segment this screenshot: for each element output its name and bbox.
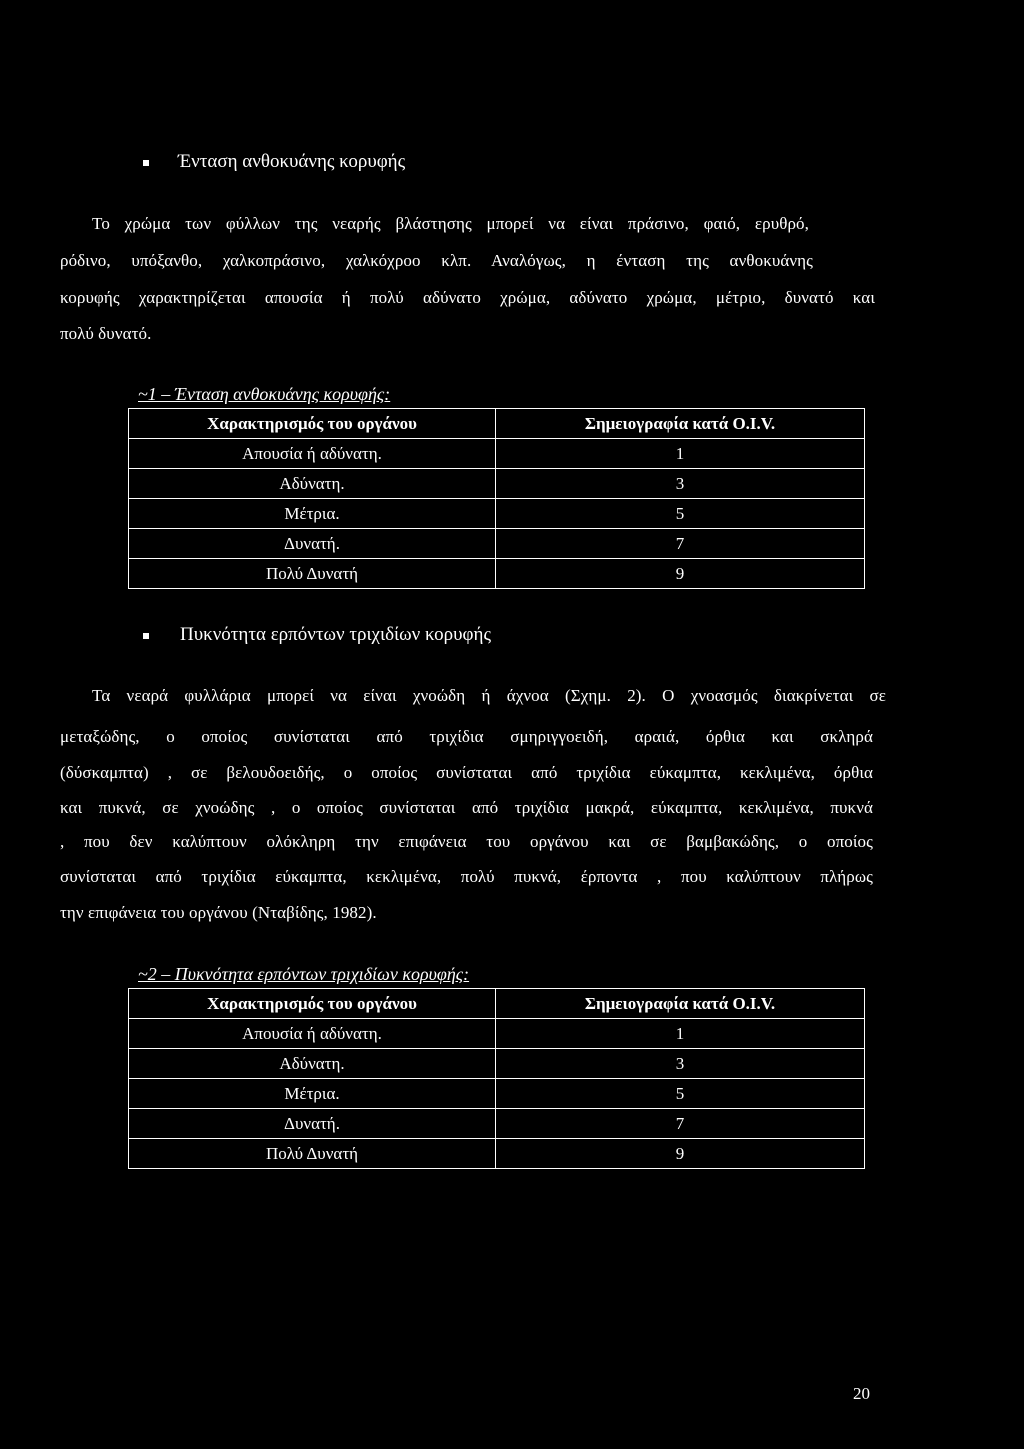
table-cell: Δυνατή. [129, 1109, 496, 1139]
hairs-density-table [128, 988, 865, 1169]
table-cell: 1 [496, 1019, 865, 1049]
table-cell: 5 [496, 1079, 865, 1109]
table-cell: 9 [496, 1139, 865, 1169]
bullet-heading: Ένταση ανθοκυάνης κορυφής [178, 151, 406, 172]
paragraph-line: Τα νεαρά φυλλάρια μπορεί να είναι χνοώδη ή άχνοα (Σχημ. 2). Ο χνοασμός διακρίνεται σε [92, 686, 886, 705]
paragraph-line: και πυκνά, σε χνοώδης , ο οποίος συνίσταται από τριχίδια μακρά, εύκαμπτα, κεκλιμένα, πυκνά [60, 798, 873, 817]
paragraph-line: ρόδινο, υπόξανθο, χαλκοπράσινο, χαλκόχροο κλπ. Αναλόγως, η ένταση της ανθοκυάνης [60, 251, 813, 270]
table-header-row [129, 409, 865, 439]
column-header: Χαρακτηρισμός του οργάνου [129, 989, 496, 1019]
paragraph-line: πολύ δυνατό. [60, 324, 152, 343]
table-cell: Μέτρια. [129, 499, 496, 529]
paragraph-line: συνίσταται από τριχίδια εύκαμπτα, κεκλιμένα, πολύ πυκνά, έρποντα , που καλύπτουν πλήρως [60, 867, 873, 886]
table-row [129, 559, 865, 589]
paragraph-line: , που δεν καλύπτουν ολόκληρη την επιφάνεια του οργάνου και σε βαμβακώδης, ο οποίος [60, 832, 873, 851]
bullet-heading: Πυκνότητα ερπόντων τριχιδίων κορυφής [180, 624, 491, 645]
table-caption: ~1 – Ένταση ανθοκυάνης κορυφής: [138, 384, 391, 404]
anthocyanin-table [128, 408, 865, 589]
paragraph-line: (δύσκαμπτα) , σε βελουδοειδής, ο οποίος συνίσταται από τριχίδια εύκαμπτα, κεκλιμένα, όρθια [60, 763, 873, 782]
paragraph-line: Το χρώμα των φύλλων της νεαρής βλάστησης μπορεί να είναι πράσινο, φαιό, ερυθρό, [92, 214, 809, 233]
table-row [129, 1139, 865, 1169]
paragraph-line: μεταξώδης, ο οποίος συνίσταται από τριχίδια σμηριγγοειδή, αραιά, όρθια και σκληρά [60, 727, 873, 746]
table-row [129, 469, 865, 499]
table-cell: 3 [496, 1049, 865, 1079]
table-cell: 5 [496, 499, 865, 529]
table-cell: 3 [496, 469, 865, 499]
table-cell: 7 [496, 1109, 865, 1139]
table-row [129, 439, 865, 469]
paragraph-line: την επιφάνεια του οργάνου (Νταβίδης, 1982). [60, 903, 377, 922]
table-cell: Πολύ Δυνατή [129, 559, 496, 589]
table-row [129, 1079, 865, 1109]
table-row [129, 499, 865, 529]
table-cell: Αδύνατη. [129, 1049, 496, 1079]
table-cell: Μέτρια. [129, 1079, 496, 1109]
table-cell: 7 [496, 529, 865, 559]
table-cell: 9 [496, 559, 865, 589]
page-number: 20 [853, 1384, 870, 1403]
bullet-marker [143, 633, 149, 639]
table-row [129, 529, 865, 559]
column-header: Σημειογραφία κατά Ο.Ι.V. [496, 989, 865, 1019]
table-cell: Δυνατή. [129, 529, 496, 559]
bullet-marker [143, 160, 149, 166]
table-cell: Απουσία ή αδύνατη. [129, 1019, 496, 1049]
column-header: Σημειογραφία κατά Ο.Ι.V. [496, 409, 865, 439]
table-caption: ~2 – Πυκνότητα ερπόντων τριχιδίων κορυφής: [138, 964, 470, 984]
table-cell: 1 [496, 439, 865, 469]
column-header: Χαρακτηρισμός του οργάνου [129, 409, 496, 439]
table-cell: Αδύνατη. [129, 469, 496, 499]
table-row [129, 1019, 865, 1049]
table-header-row [129, 989, 865, 1019]
paragraph-line: κορυφής χαρακτηρίζεται απουσία ή πολύ αδύνατο χρώμα, αδύνατο χρώμα, μέτριο, δυνατό και [60, 288, 875, 307]
table-cell: Πολύ Δυνατή [129, 1139, 496, 1169]
table-cell: Απουσία ή αδύνατη. [129, 439, 496, 469]
table-row [129, 1049, 865, 1079]
table-row [129, 1109, 865, 1139]
